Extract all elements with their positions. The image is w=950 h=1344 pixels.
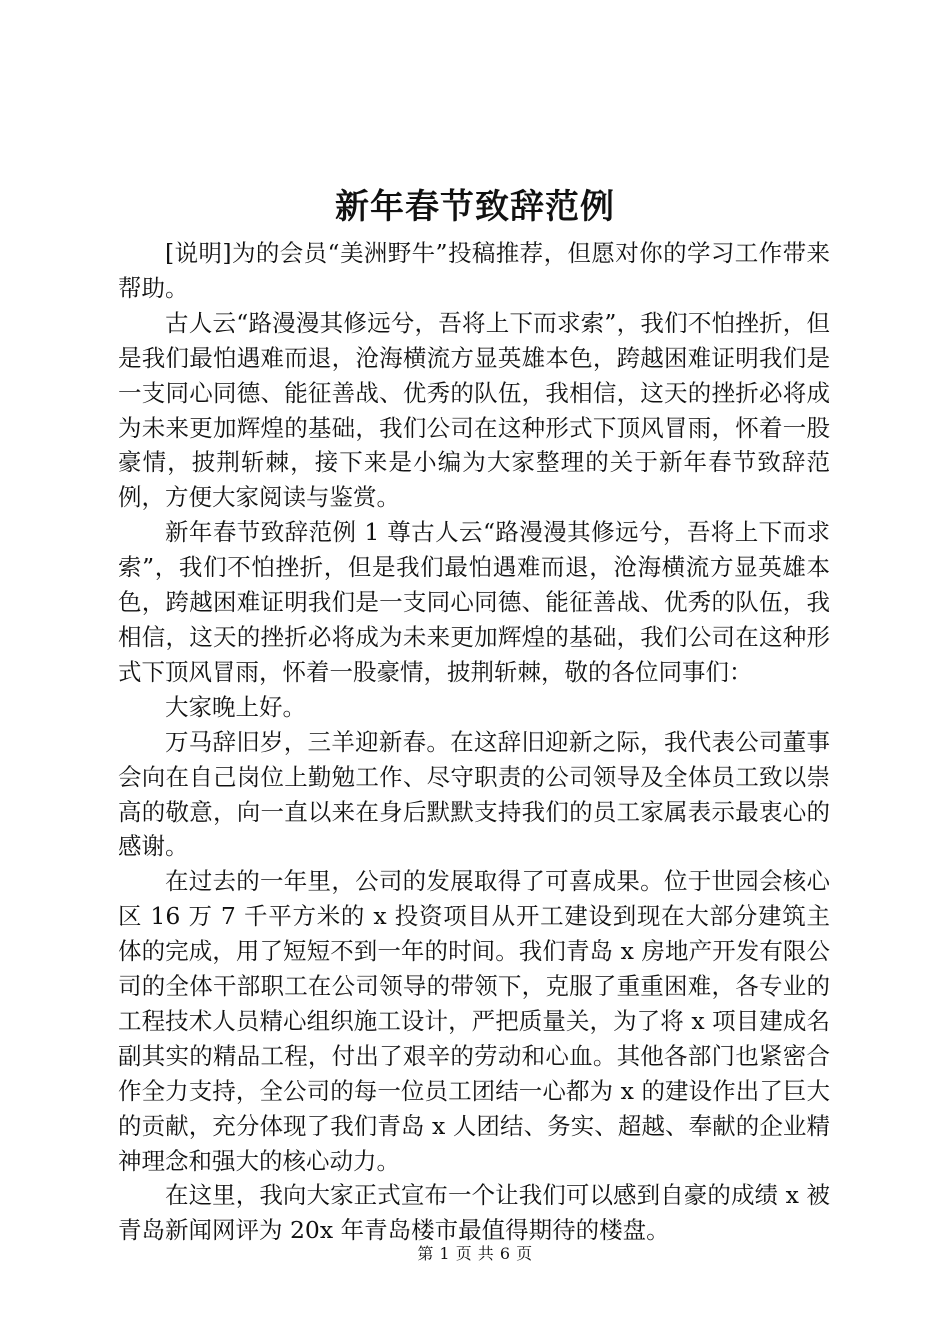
paragraph-example-1-opening: 新年春节致辞范例 1 尊古人云“路漫漫其修远兮，吾将上下而求索”，我们不怕挫折，但是我们最怕遇难而退，沧海横流方显英雄本色，跨越困难证明我们是一支同心同德、能征善战、优秀的队伍，我相信，这天的挫折必将成为未来更加辉煌的基础，我们公司在这种形式下顶风冒雨，怀着一股豪情，披荆斩棘，敬的各位同事们： xyxy=(118,518,830,686)
document-body xyxy=(118,236,830,1248)
paragraph-greeting: 大家晚上好。 xyxy=(165,692,306,721)
paragraph-announcement: 在这里，我向大家正式宣布一个让我们可以感到自豪的成绩 x 被青岛新闻网评为 20x 年青岛楼市最值得期待的楼盘。 xyxy=(118,1181,830,1245)
paragraph-past-year-achievements: 在过去的一年里，公司的发展取得了可喜成果。位于世园会核心区 16 万 7 千平方米的 x 投资项目从开工建设到现在大部分建筑主体的完成，用了短短不到一年的时间。我们青岛 x 房地产开发有限公司的全体干部职工在公司领导的带领下，克服了重重困难，各专业的工程技术人员精心组织施工设计，严把质量关，为了将 x 项目建成名副其实的精品工程，付出了艰辛的劳动和心血。其他各部门也紧密合作全力支持，全公司的每一位员工团结一心都为 x 的建设作出了巨大的贡献，充分体现了我们青岛 x 人团结、务实、超越、奉献的企业精神理念和强大的核心动力。 xyxy=(118,867,830,1175)
page-number-footer: 第 1 页 共 6 页 xyxy=(417,1244,533,1263)
paragraph-new-year-thanks: 万马辞旧岁，三羊迎新春。在这辞旧迎新之际，我代表公司董事会向在自己岗位上勤勉工作、尽守职责的公司领导及全体员工致以崇高的敬意，向一直以来在身后默默支持我们的员工家属表示最衷心的感谢。 xyxy=(118,727,830,861)
document-title: 新年春节致辞范例 xyxy=(335,187,615,227)
paragraph-preface: 古人云“路漫漫其修远兮，吾将上下而求索”，我们不怕挫折，但是我们最怕遇难而退，沧海横流方显英雄本色，跨越困难证明我们是一支同心同德、能征善战、优秀的队伍，我相信，这天的挫折必将成为未来更加辉煌的基础，我们公司在这种形式下顶风冒雨，怀着一股豪情，披荆斩棘，接下来是小编为大家整理的关于新年春节致辞范例，方便大家阅读与鉴赏。 xyxy=(118,308,830,512)
paragraph-intro-note: [说明]为的会员“美洲野牛”投稿推荐，但愿对你的学习工作带来帮助。 xyxy=(118,239,830,302)
